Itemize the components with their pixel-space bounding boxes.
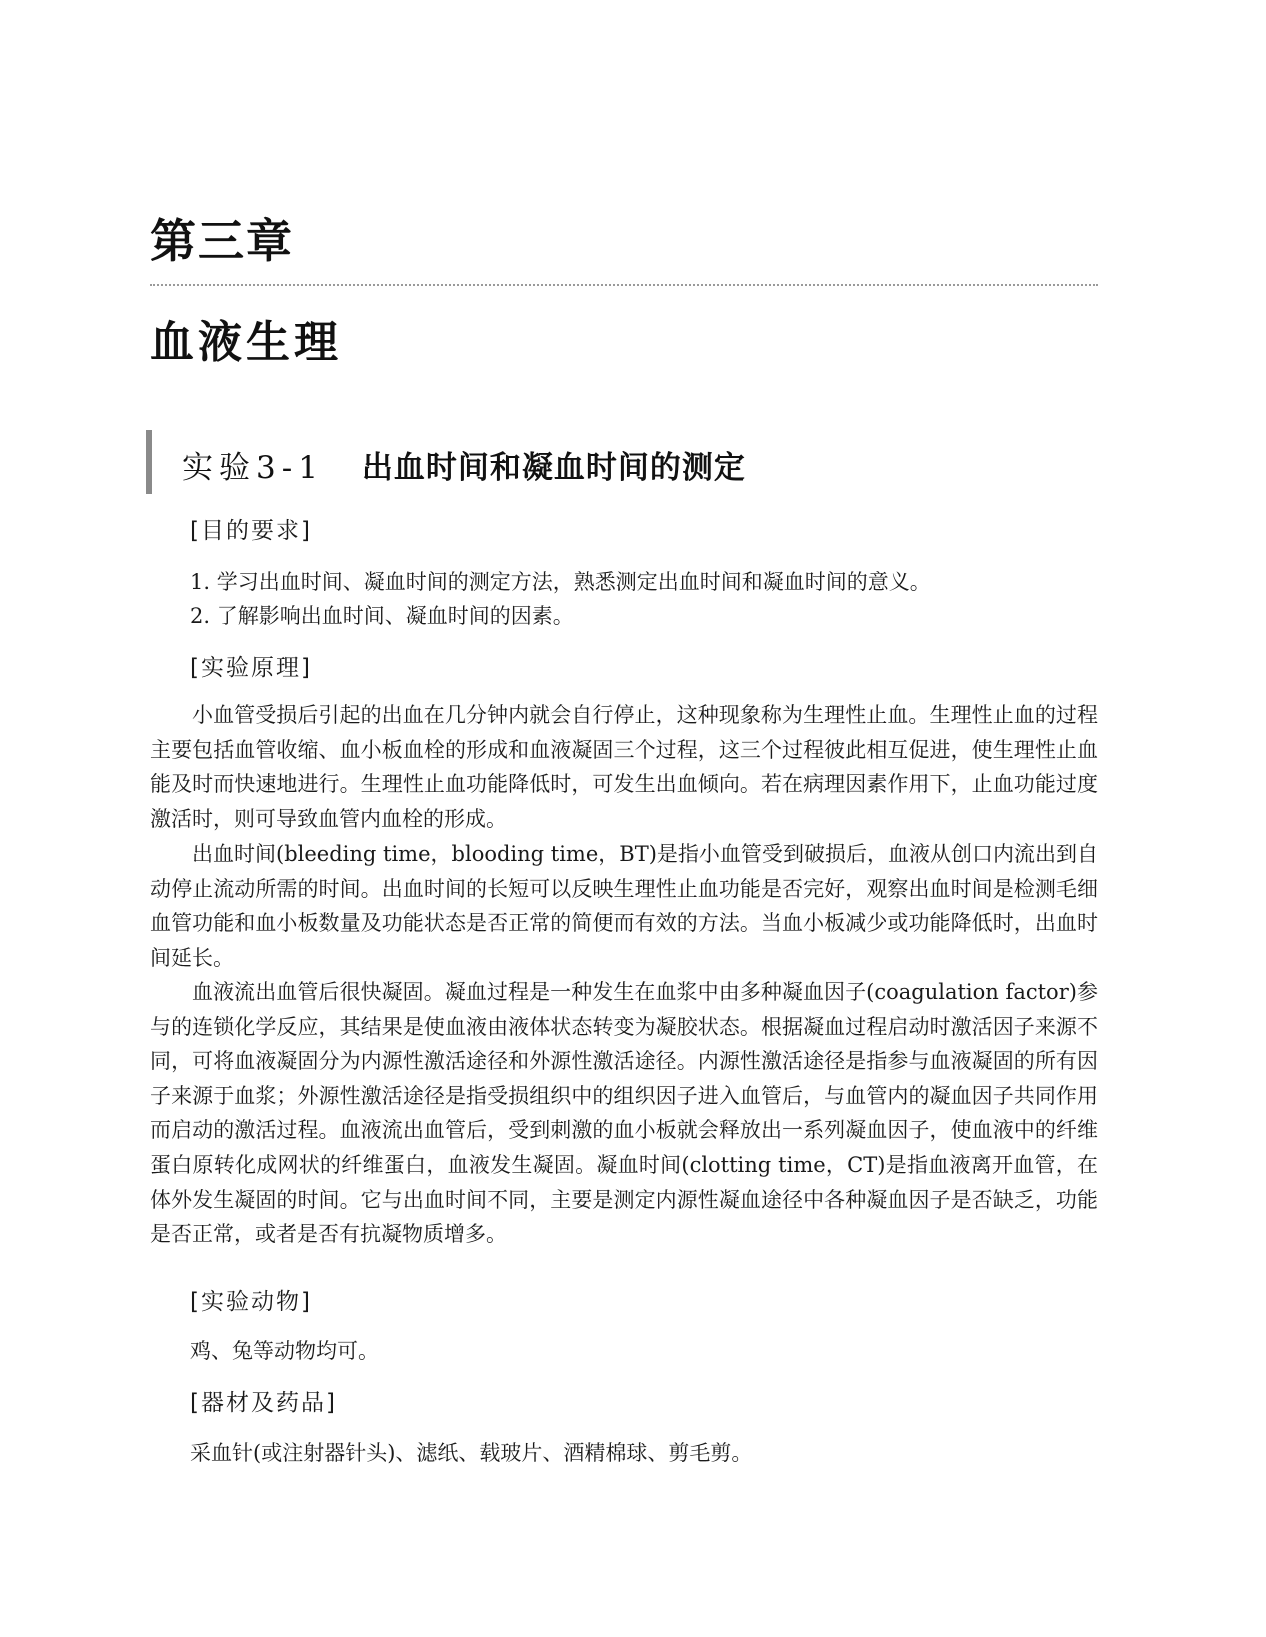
animals-heading: [实验动物] <box>190 1289 312 1315</box>
section-heading <box>172 442 746 487</box>
equipment-text: 采血针(或注射器针头)、滤纸、载玻片、酒精棉球、剪毛剪。 <box>190 1441 753 1465</box>
chapter-title: 血液生理 <box>150 317 342 368</box>
equipment-heading: [器材及药品] <box>190 1390 337 1416</box>
objective-item-2: 2. 了解影响出血时间、凝血时间的因素。 <box>190 604 574 628</box>
section-title: 出血时间和凝血时间的测定 <box>361 450 746 486</box>
objectives-heading: [目的要求] <box>190 518 312 544</box>
section-number: 实验3-1 <box>182 450 324 486</box>
principle-paragraph-1: 小血管受损后引起的出血在几分钟内就会自行停止，这种现象称为生理性止血。生理性止血的过程主要包括血管收缩、血小板血栓的形成和血液凝固三个过程，这三个过程彼此相互促进，使生理性止血能及时而快速地进行。生理性止血功能降低时，可发生出血倾向。若在病理因素作用下，止血功能过度激活时，则可导致血管内血栓的形成。 <box>150 703 1098 831</box>
principle-heading: [实验原理] <box>190 655 312 681</box>
principle-paragraph-3: 血液流出血管后很快凝固。凝血过程是一种发生在血浆中由多种凝血因子(coagulation factor)参与的连锁化学反应，其结果是使血液由液体状态转变为凝胶状态。根据凝血过程启动时激活因子来源不同，可将血液凝固分为内源性激活途径和外源性激活途径。内源性激活途径是指参与血液凝固的所有因子来源于血浆；外源性激活途径是指受损组织中的组织因子进入血管后，与血管内的凝血因子共同作用而启动的激活过程。血液流出血管后，受到刺激的血小板就会释放出一系列凝血因子，使血液中的纤维蛋白原转化成网状的纤维蛋白，血液发生凝固。凝血时间(clotting time，CT)是指血液离开血管，在体外发生凝固的时间。它与出血时间不同，主要是测定内源性凝血途径中各种凝血因子是否缺乏，功能是否正常，或者是否有抗凝物质增多。 <box>150 980 1098 1247</box>
objective-item-1: 1. 学习出血时间、凝血时间的测定方法，熟悉测定出血时间和凝血时间的意义。 <box>190 570 931 594</box>
animals-text: 鸡、兔等动物均可。 <box>190 1339 379 1363</box>
chapter-divider <box>150 284 1098 286</box>
principle-paragraph-2: 出血时间(bleeding time，blooding time，BT)是指小血管受到破损后，血液从创口内流出到自动停止流动所需的时间。出血时间的长短可以反映生理性止血功能是否完好，观察出血时间是检测毛细血管功能和血小板数量及功能状态是否正常的简便而有效的方法。当血小板减少或功能降低时，出血时间延长。 <box>150 842 1098 970</box>
section-accent-bar <box>146 430 152 494</box>
chapter-label: 第三章 <box>150 214 294 268</box>
